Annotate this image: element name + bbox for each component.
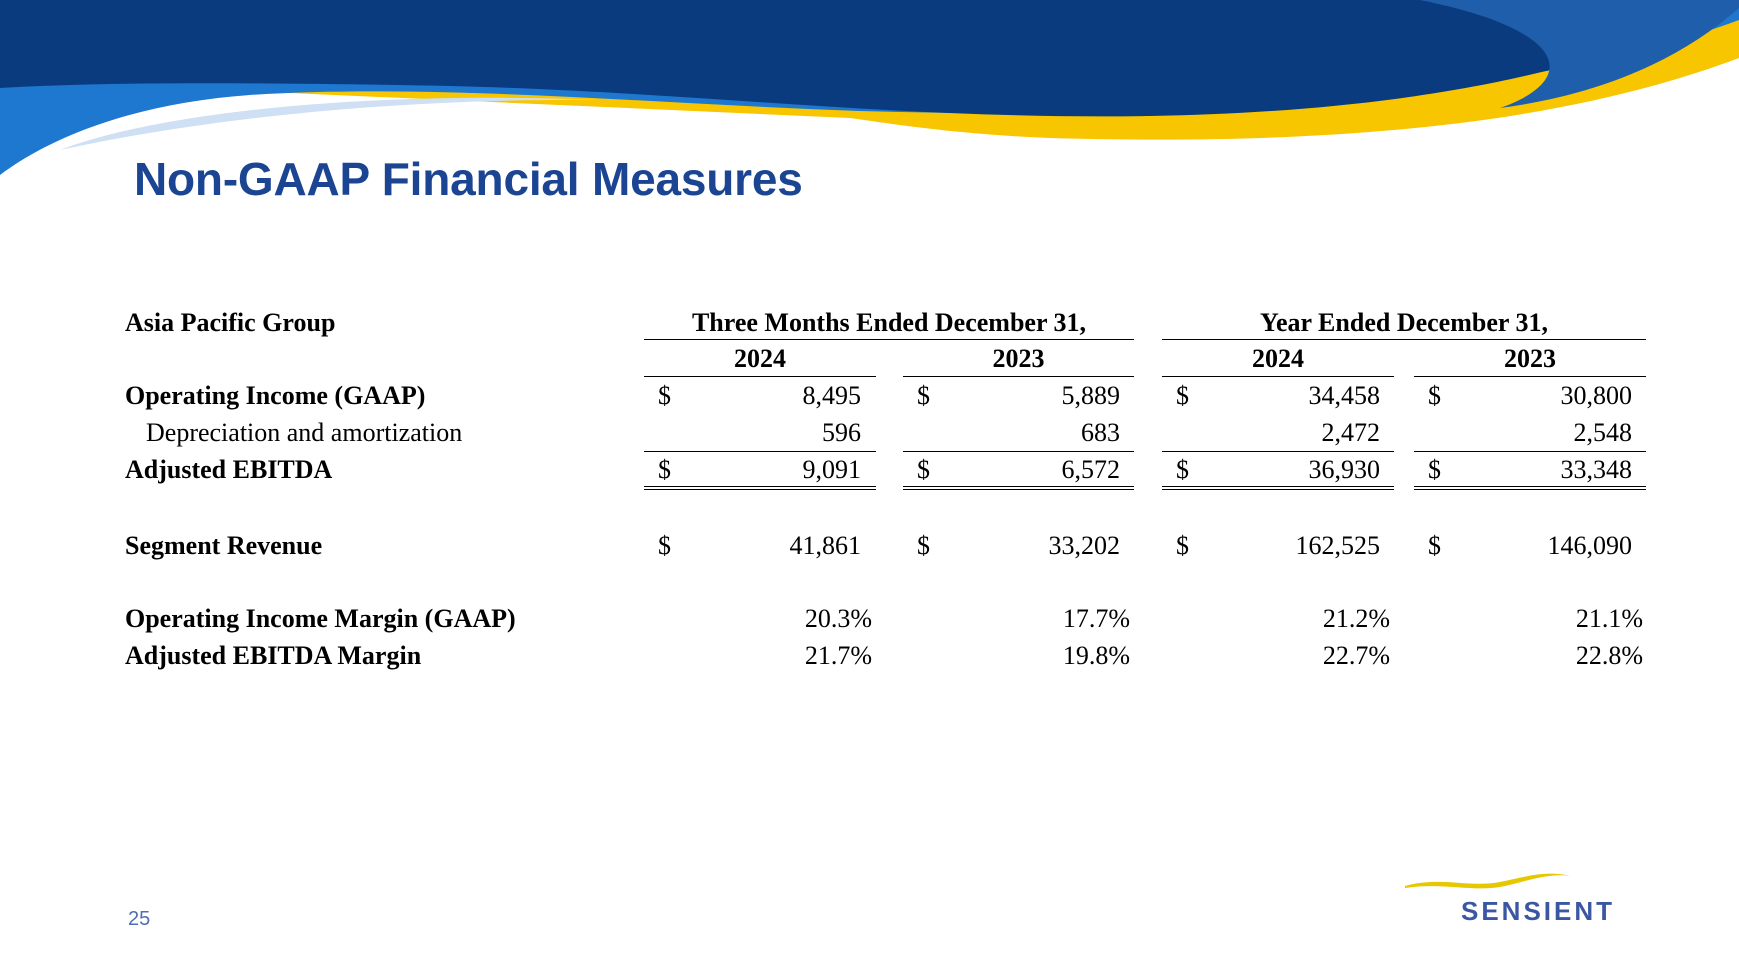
page-number: 25 xyxy=(128,908,151,930)
total-double-rule xyxy=(1414,486,1646,490)
value-cell: 21.2% xyxy=(1322,604,1390,633)
company-logo-text: SENSIENT xyxy=(1461,896,1616,926)
value-cell: 34,458 xyxy=(1308,381,1380,410)
currency-symbol: $ xyxy=(658,381,671,410)
group-label: Asia Pacific Group xyxy=(125,308,336,337)
value-cell: 9,091 xyxy=(802,455,861,484)
currency-symbol: $ xyxy=(917,531,930,560)
row-label-operating-income: Operating Income (GAAP) xyxy=(125,381,426,410)
value-cell: 5,889 xyxy=(1061,381,1120,410)
year-underline xyxy=(1414,376,1646,377)
year-underline xyxy=(644,376,876,377)
subtotal-rule xyxy=(903,451,1134,452)
currency-symbol: $ xyxy=(658,531,671,560)
year-header: 2023 xyxy=(1504,344,1556,373)
currency-symbol: $ xyxy=(1176,455,1189,484)
year-header: 2023 xyxy=(992,344,1045,373)
value-cell: 22.8% xyxy=(1575,641,1643,670)
value-cell: 6,572 xyxy=(1061,455,1120,484)
total-double-rule xyxy=(644,486,876,490)
value-cell: 146,090 xyxy=(1547,531,1632,560)
year-header: 2024 xyxy=(734,344,786,373)
period-underline xyxy=(1162,339,1646,340)
period-header-year: Year Ended December 31, xyxy=(1260,308,1548,337)
value-cell: 20.3% xyxy=(804,604,872,633)
period-underline xyxy=(644,339,1134,340)
value-cell: 30,800 xyxy=(1560,381,1632,410)
row-label-depreciation: Depreciation and amortization xyxy=(146,418,463,447)
value-cell: 22.7% xyxy=(1322,641,1390,670)
currency-symbol: $ xyxy=(1428,531,1441,560)
currency-symbol: $ xyxy=(658,455,671,484)
value-cell: 41,861 xyxy=(789,531,861,560)
currency-symbol: $ xyxy=(1428,381,1441,410)
total-double-rule xyxy=(1162,486,1394,490)
value-cell: 33,202 xyxy=(1048,531,1120,560)
subtotal-rule xyxy=(644,451,876,452)
currency-symbol: $ xyxy=(917,455,930,484)
value-cell: 8,495 xyxy=(802,381,861,410)
period-header-three-months: Three Months Ended December 31, xyxy=(691,308,1087,337)
value-cell: 2,472 xyxy=(1321,418,1380,447)
subtotal-rule xyxy=(1414,451,1646,452)
year-underline xyxy=(1162,376,1394,377)
value-cell: 2,548 xyxy=(1573,418,1632,447)
value-cell: 17.7% xyxy=(1062,604,1130,633)
year-underline xyxy=(903,376,1134,377)
subtotal-rule xyxy=(1162,451,1394,452)
currency-symbol: $ xyxy=(917,381,930,410)
row-label-ebitda-margin: Adjusted EBITDA Margin xyxy=(125,641,422,670)
row-label-adjusted-ebitda: Adjusted EBITDA xyxy=(125,455,333,484)
row-label-segment-revenue: Segment Revenue xyxy=(125,531,323,560)
value-cell: 19.8% xyxy=(1062,641,1130,670)
value-cell: 33,348 xyxy=(1560,455,1632,484)
slide-title: Non-GAAP Financial Measures xyxy=(134,153,803,205)
value-cell: 162,525 xyxy=(1295,531,1380,560)
value-cell: 21.1% xyxy=(1575,604,1643,633)
currency-symbol: $ xyxy=(1176,381,1189,410)
row-label-operating-margin: Operating Income Margin (GAAP) xyxy=(125,604,516,633)
total-double-rule xyxy=(903,486,1134,490)
value-cell: 596 xyxy=(822,418,861,447)
currency-symbol: $ xyxy=(1176,531,1189,560)
value-cell: 683 xyxy=(1081,418,1120,447)
value-cell: 36,930 xyxy=(1308,455,1380,484)
year-header: 2024 xyxy=(1252,344,1304,373)
value-cell: 21.7% xyxy=(804,641,872,670)
currency-symbol: $ xyxy=(1428,455,1441,484)
